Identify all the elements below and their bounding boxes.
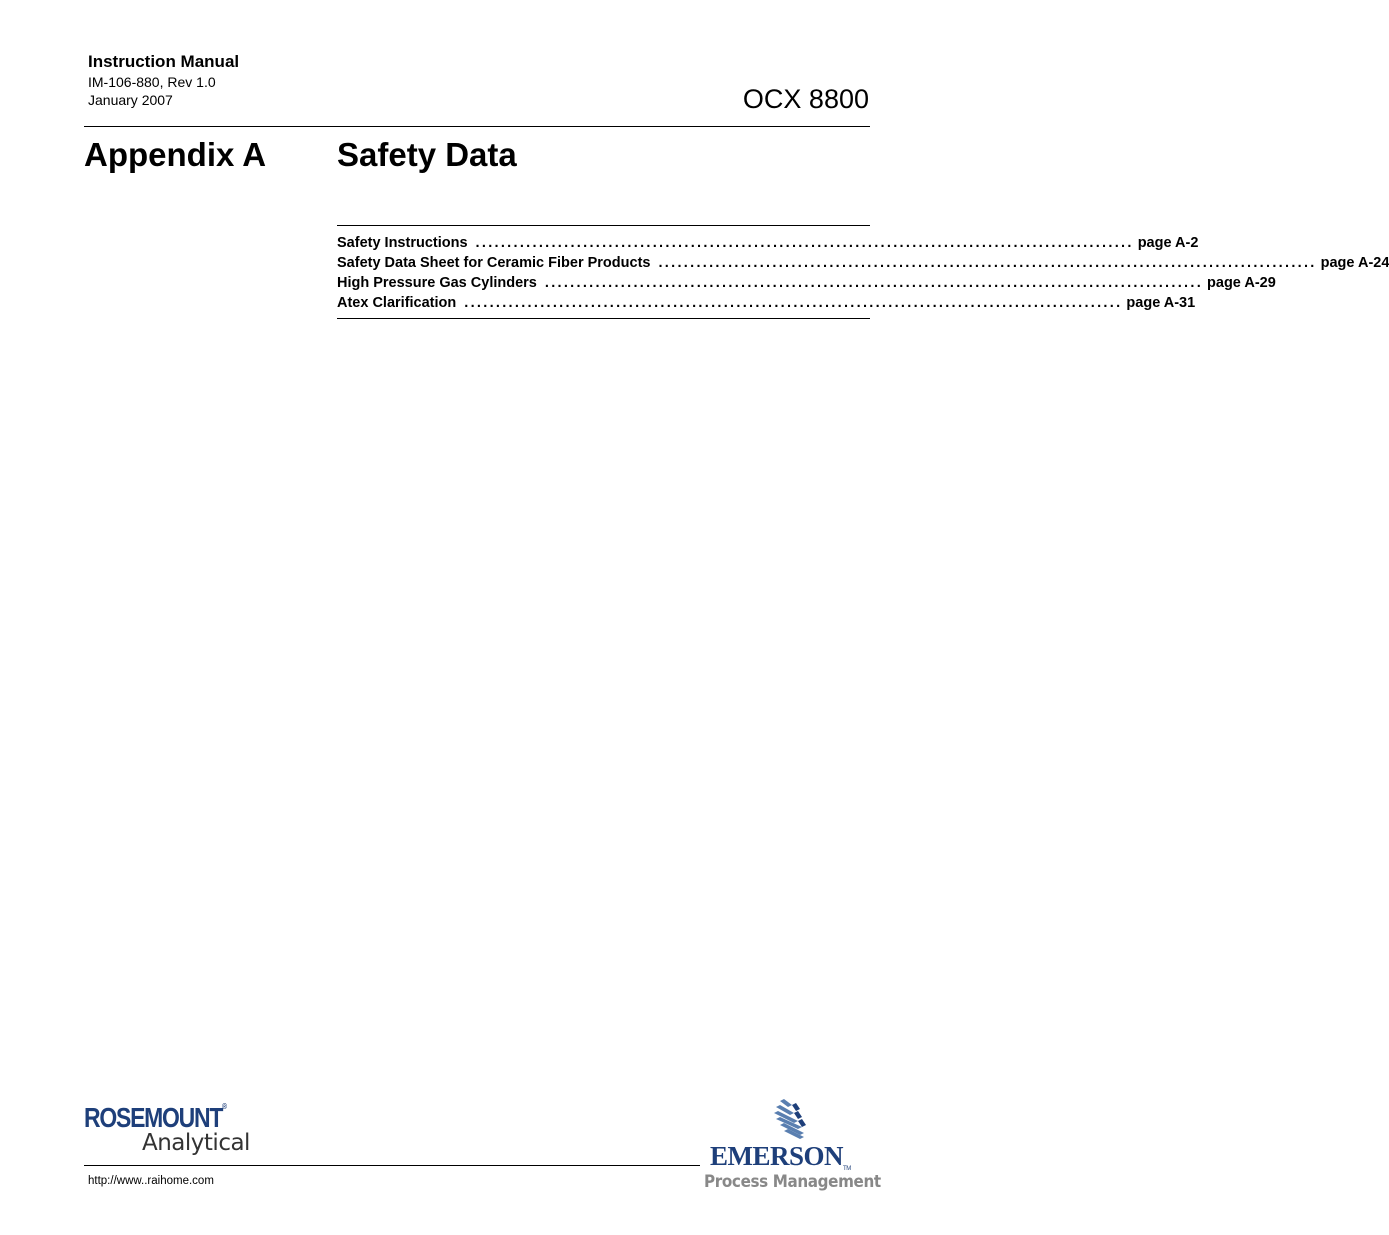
toc-entry[interactable]: [337, 275, 1276, 295]
website-url[interactable]: http://www..raihome.com: [88, 1175, 214, 1187]
toc-leader: ........................................................................................................: [658, 255, 1317, 271]
analytical-wordmark: Analytical: [142, 1130, 250, 1156]
toc-leader: ........................................................................................................: [544, 275, 1204, 291]
footer-rule: [84, 1165, 700, 1166]
doc-number: IM-106-880, Rev 1.0: [88, 74, 216, 90]
toc-entry[interactable]: [337, 235, 1199, 255]
emerson-wordmark: EMERSONTM: [710, 1141, 851, 1172]
appendix-label: Appendix A: [84, 136, 267, 173]
toc-entry-title: High Pressure Gas Cylinders: [337, 275, 537, 291]
manual-label: Instruction Manual: [88, 52, 240, 71]
toc-top-rule: [337, 225, 870, 226]
product-name: OCX 8800: [742, 84, 869, 114]
toc-entry-page: page A-31: [1126, 295, 1196, 311]
doc-date: January 2007: [88, 92, 173, 108]
emerson-logo-icon: [770, 1097, 810, 1145]
toc-entry-page: page A-24: [1320, 255, 1389, 271]
table-of-contents: [337, 235, 1389, 315]
toc-leader: ........................................................................................................: [475, 235, 1134, 251]
process-management-wordmark: Process Management: [704, 1172, 881, 1191]
rosemount-wordmark: ROSEMOUNT®: [84, 1102, 228, 1133]
toc-entry-page: page A-29: [1207, 275, 1276, 291]
page-title: Safety Data: [337, 136, 517, 173]
toc-bottom-rule: [337, 318, 870, 319]
toc-entry-title: Safety Data Sheet for Ceramic Fiber Products: [337, 255, 651, 271]
toc-entry-title: Safety Instructions: [337, 235, 468, 251]
toc-entry[interactable]: [337, 255, 1389, 275]
toc-leader: ........................................................................................................: [464, 295, 1123, 311]
rosemount-logo: [84, 1102, 258, 1156]
header-rule: [84, 126, 870, 127]
toc-entry[interactable]: [337, 295, 1196, 315]
toc-entry-page: page A-2: [1137, 235, 1199, 251]
toc-entry-title: Atex Clarification: [337, 295, 457, 311]
